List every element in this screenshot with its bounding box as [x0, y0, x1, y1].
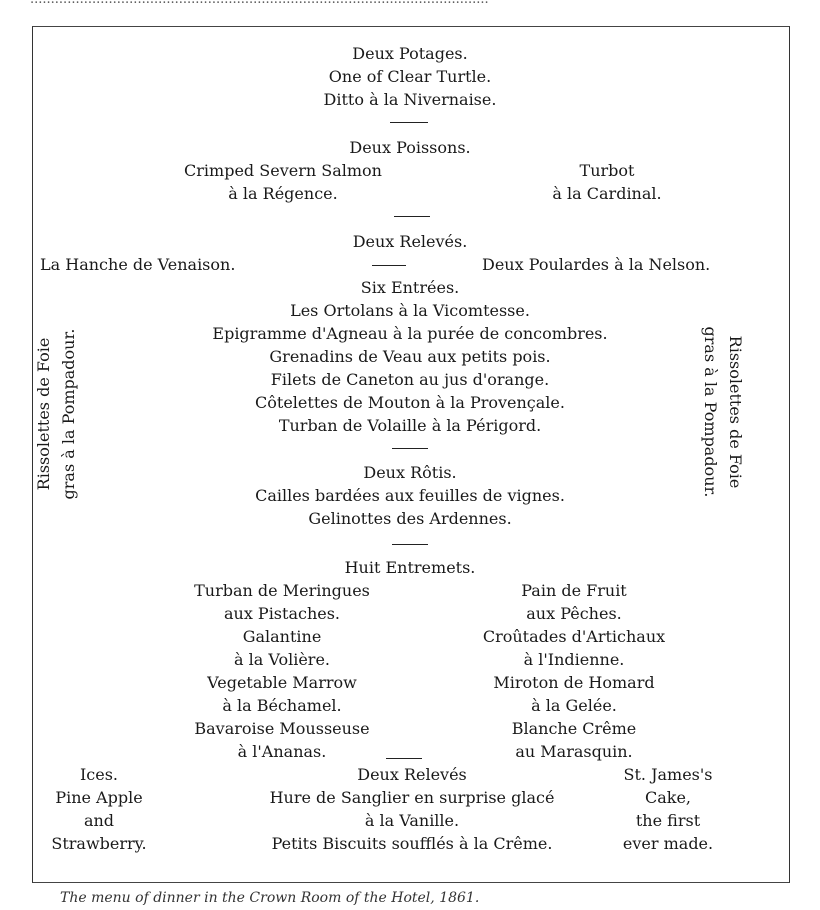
entremet-left-line: Vegetable Marrow [207, 673, 357, 692]
releve2-item: Petits Biscuits soufflés à la Crême. [271, 834, 553, 853]
cake-line: ever made. [622, 834, 714, 853]
entremet-right-line: Miroton de Homard [493, 673, 655, 692]
entree-item: Côtelettes de Mouton à la Provençale. [255, 393, 565, 412]
cake-line: Cake, [644, 788, 692, 807]
entremet-right-line: au Marasquin. [515, 742, 633, 761]
roti-item: Cailles bardées aux feuilles de vignes. [255, 486, 565, 505]
potages-heading: Deux Potages. [352, 44, 468, 63]
poisson-left-line: à la Régence. [228, 184, 338, 203]
entremet-left-line: Turban de Meringues [194, 581, 370, 600]
releves2-column [270, 763, 555, 855]
divider-dash [390, 122, 428, 123]
entremets-heading: Huit Entremets. [344, 558, 476, 577]
entree-item: Epigramme d'Agneau à la purée de concombres. [212, 324, 608, 343]
ices-line: Pine Apple [55, 788, 143, 807]
roti-item: Gelinottes des Ardennes. [308, 509, 512, 528]
entremet-left-line: Bavaroise Mousseuse [194, 719, 370, 738]
poisson-right-line: Turbot [579, 161, 635, 180]
divider-dash [392, 448, 428, 449]
poisson-left-line: Crimped Severn Salmon [184, 161, 382, 180]
poisson-right-line: à la Cardinal. [552, 184, 662, 203]
potage-item: One of Clear Turtle. [328, 67, 492, 86]
side-left-line: Rissolettes de Foie [34, 337, 53, 491]
cake-line: the first [635, 811, 701, 830]
side-right-rissolettes [698, 282, 748, 542]
poissons-heading: Deux Poissons. [349, 138, 471, 157]
entremet-left-line: Galantine [242, 627, 322, 646]
entree-item: Filets de Caneton au jus d'orange. [270, 370, 550, 389]
entremet-left-line: à l'Ananas. [237, 742, 327, 761]
releves-heading: Deux Relevés. [352, 232, 468, 251]
entremet-left-line: à la Béchamel. [222, 696, 342, 715]
divider-dash [394, 216, 430, 217]
cake-line: St. James's [623, 765, 713, 784]
rotis-heading: Deux Rôtis. [363, 463, 457, 482]
entremets-left-column [194, 579, 370, 763]
side-left-rissolettes [31, 284, 81, 544]
divider-dash [386, 758, 422, 759]
releve-left: La Hanche de Venaison. [40, 255, 236, 274]
entree-item: Turban de Volaille à la Périgord. [278, 416, 542, 435]
releve-right: Deux Poulardes à la Nelson. [482, 255, 711, 274]
potage-item: Ditto à la Nivernaise. [323, 90, 497, 109]
entree-item: Les Ortolans à la Vicomtesse. [290, 301, 530, 320]
side-right-line: Rissolettes de Foie [726, 335, 745, 489]
entremet-left-line: à la Volière. [234, 650, 330, 669]
side-right-line: gras à la Pompadour. [701, 326, 720, 498]
entremet-right-line: aux Pêches. [526, 604, 622, 623]
entremet-right-line: Croûtades d'Artichaux [482, 627, 666, 646]
cropped-caption: The menu of dinner in the Crown Room of the Hotel, 1861. [60, 890, 480, 906]
releve2-item: Hure de Sanglier en surprise glacé [269, 788, 555, 807]
cake-column [623, 763, 713, 855]
entremet-right-line: Blanche Crême [511, 719, 637, 738]
entremet-right-line: à l'Indienne. [523, 650, 625, 669]
divider-dash [372, 265, 406, 266]
ices-line: Strawberry. [51, 834, 147, 853]
ices-line: and [83, 811, 115, 830]
ices-column [51, 763, 146, 855]
entrees-heading: Six Entrées. [360, 278, 460, 297]
cropped-top-text [30, 0, 790, 8]
ices-line: Ices. [79, 765, 119, 784]
releve2-item: à la Vanille. [364, 811, 460, 830]
side-left-line: gras à la Pompadour. [59, 328, 78, 500]
entree-item: Grenadins de Veau aux petits pois. [269, 347, 551, 366]
divider-dash [392, 544, 428, 545]
releves2-heading: Deux Relevés [357, 765, 467, 784]
entremet-left-line: aux Pistaches. [223, 604, 341, 623]
entremet-right-line: à la Gelée. [531, 696, 617, 715]
entremets-right-column [483, 579, 665, 763]
entremet-right-line: Pain de Fruit [521, 581, 627, 600]
